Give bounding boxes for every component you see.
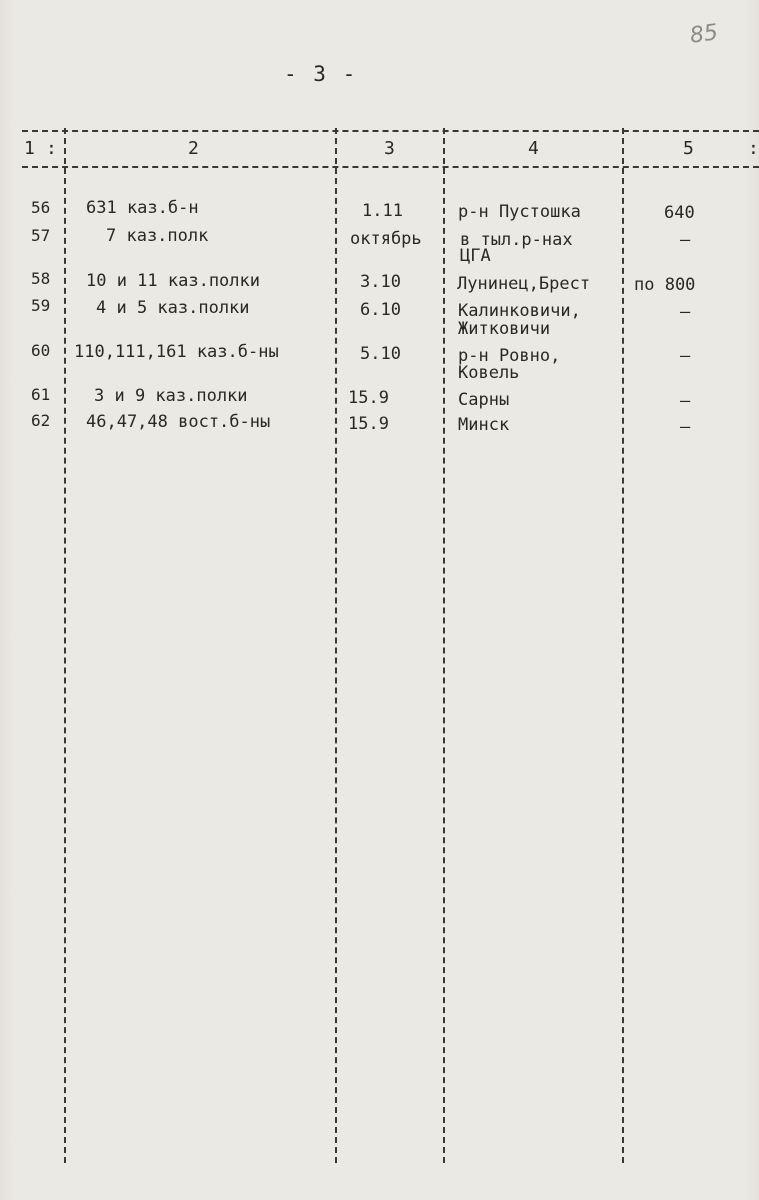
location: Сарны [458,390,510,410]
date: 5.10 [360,344,401,364]
location: в тыл.р-нах [460,230,573,250]
column-header-2: 2 [188,138,199,159]
row-number: 58 [31,269,51,288]
column-divider-1 [64,128,66,1163]
location: р-н Ровно, [458,346,561,366]
count: – [680,302,691,322]
count: – [680,417,691,437]
unit-name: 631 каз.б-н [86,198,199,218]
date: 6.10 [360,300,401,320]
unit-name: 4 и 5 каз.полки [96,298,250,318]
count: – [680,230,691,250]
location-line-2: ЦГА [460,246,491,266]
table-top-rule [22,130,759,132]
date: 3.10 [360,272,401,292]
row-number: 61 [31,385,51,404]
column-header-5: 5 [683,138,694,159]
column-divider-3 [443,128,445,1163]
table-header-rule [22,166,759,168]
row-number: 59 [31,296,51,315]
unit-name: 7 каз.полк [106,226,209,246]
date: 15.9 [348,414,389,434]
date: 15.9 [348,388,389,408]
row-number: 57 [31,226,51,245]
date: октябрь [350,229,422,249]
row-number: 62 [31,411,51,430]
page-number: - 3 - [284,62,358,86]
location: Калинковичи, [458,301,581,321]
count: – [680,346,691,366]
column-header-3: 3 [384,138,395,159]
location: Минск [458,415,510,435]
location: р-н Пустошка [458,202,581,222]
unit-name: 46,47,48 вост.б-ны [86,412,271,432]
location-line-2: Ковель [458,363,520,383]
column-header-1: 1 [24,138,35,159]
unit-name: 110,111,161 каз.б-ны [74,342,279,362]
date: 1.11 [362,201,403,221]
row-number: 56 [31,198,51,217]
unit-name: 3 и 9 каз.полки [94,386,248,406]
column-divider-2 [335,128,337,1163]
count: по 800 [634,275,696,295]
count: – [680,391,691,411]
folio-number: 85 [688,20,720,49]
column-divider-4 [622,128,624,1163]
column-header-4: 4 [528,138,539,159]
location: Лунинец,Брест [457,274,591,294]
column-header-1-mark: : [46,138,57,159]
column-header-5-mark: : [748,138,759,159]
location-line-2: Житковичи [458,319,551,339]
count: 640 [664,203,695,223]
unit-name: 10 и 11 каз.полки [86,271,260,291]
row-number: 60 [31,341,51,360]
